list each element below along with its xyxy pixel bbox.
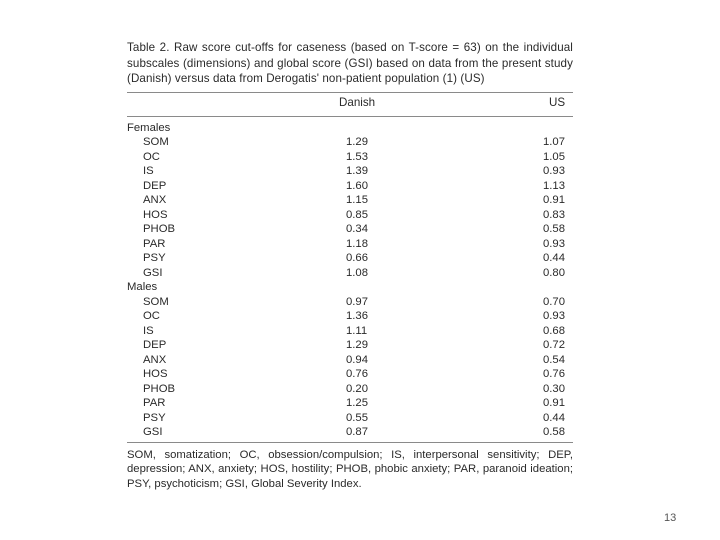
- table-row: [127, 396, 573, 411]
- table-caption: Table 2. Raw score cut-offs for caseness (based on T-score = 63) on the individual subscales (dimensions) and global score (GSI) based on data from the present study (Danish) versus data from Derogatis' non-patient population (1) (US): [127, 41, 573, 86]
- danish-value: 0.76: [346, 368, 368, 381]
- row-label: PHOB: [143, 382, 176, 395]
- danish-value: 1.18: [346, 237, 368, 250]
- header-rule: [127, 116, 573, 117]
- danish-value: 0.85: [346, 208, 368, 221]
- row-label: DEP: [143, 339, 167, 352]
- danish-value: 0.97: [346, 295, 368, 308]
- row-label: SOM: [143, 136, 169, 149]
- page-number: 13: [664, 512, 677, 524]
- us-value: 0.54: [543, 353, 565, 366]
- us-value: 0.83: [543, 208, 565, 221]
- table-row: [127, 251, 573, 266]
- danish-value: 0.55: [346, 411, 368, 424]
- us-value: 0.76: [543, 368, 565, 381]
- danish-value: 1.36: [346, 310, 368, 323]
- row-label: GSI: [143, 266, 163, 279]
- danish-value: 1.39: [346, 165, 368, 178]
- row-label: HOS: [143, 368, 168, 381]
- row-label: ANX: [143, 353, 167, 366]
- row-label: PAR: [143, 237, 166, 250]
- danish-value: 0.20: [346, 382, 368, 395]
- danish-value: 1.25: [346, 397, 368, 410]
- danish-value: 1.29: [346, 339, 368, 352]
- us-value: 0.58: [543, 223, 565, 236]
- table-row: [127, 208, 573, 223]
- danish-value: 1.29: [346, 136, 368, 149]
- row-label: SOM: [143, 295, 169, 308]
- us-value: 0.93: [543, 165, 565, 178]
- row-label: PSY: [143, 252, 166, 265]
- us-value: 0.30: [543, 382, 565, 395]
- danish-value: 1.60: [346, 179, 368, 192]
- row-label: GSI: [143, 426, 163, 439]
- us-value: 0.44: [543, 411, 565, 424]
- table-row: [127, 135, 573, 150]
- row-label: PAR: [143, 397, 166, 410]
- bottom-rule: [127, 442, 573, 443]
- row-label: OC: [143, 310, 160, 323]
- us-value: 0.68: [543, 324, 565, 337]
- us-value: 1.07: [543, 136, 565, 149]
- us-value: 0.80: [543, 266, 565, 279]
- table-row: [127, 295, 573, 310]
- danish-value: 1.53: [346, 150, 368, 163]
- column-header-us: US: [549, 95, 566, 109]
- danish-value: 1.15: [346, 194, 368, 207]
- us-value: 1.13: [543, 179, 565, 192]
- us-value: 1.05: [543, 150, 565, 163]
- column-header-row: [127, 93, 573, 115]
- table-footnote: SOM, somatization; OC, obsession/compulsion; IS, interpersonal sensitivity; DEP, depression; ANX, anxiety; HOS, hostility; PHOB, phobic anxiety; PAR, paranoid ideation; PSY, psychoticism; GSI, Global Severity Index.: [127, 448, 573, 490]
- table-row: [127, 425, 573, 440]
- table-row: [127, 353, 573, 368]
- table-row: [127, 266, 573, 281]
- column-header-danish: Danish: [339, 95, 376, 109]
- danish-value: 0.87: [346, 426, 368, 439]
- table-row: [127, 164, 573, 179]
- table-row: [127, 309, 573, 324]
- table-row: [127, 179, 573, 194]
- row-label: IS: [143, 324, 154, 337]
- us-value: 0.91: [543, 194, 565, 207]
- row-label: OC: [143, 150, 160, 163]
- us-value: 0.93: [543, 310, 565, 323]
- table-row: [127, 193, 573, 208]
- table-row: [127, 338, 573, 353]
- table-row: [127, 382, 573, 397]
- row-label: PHOB: [143, 223, 176, 236]
- danish-value: 0.34: [346, 223, 368, 236]
- us-value: 0.91: [543, 397, 565, 410]
- us-value: 0.44: [543, 252, 565, 265]
- row-label: DEP: [143, 179, 167, 192]
- row-label: IS: [143, 165, 154, 178]
- table-figure: [127, 40, 573, 502]
- row-label: ANX: [143, 194, 167, 207]
- row-label: PSY: [143, 411, 166, 424]
- table-row: [127, 222, 573, 237]
- table-row: [127, 324, 573, 339]
- us-value: 0.58: [543, 426, 565, 439]
- danish-value: 1.11: [346, 324, 368, 337]
- us-value: 0.72: [543, 339, 565, 352]
- table-body: [127, 121, 573, 440]
- danish-value: 1.08: [346, 266, 368, 279]
- table-row: [127, 237, 573, 252]
- table-row: [127, 150, 573, 165]
- table-row: [127, 367, 573, 382]
- group-label-males: Males: [127, 281, 158, 294]
- row-label: HOS: [143, 208, 168, 221]
- us-value: 0.70: [543, 295, 565, 308]
- us-value: 0.93: [543, 237, 565, 250]
- group-label-females: Females: [127, 121, 171, 134]
- danish-value: 0.94: [346, 353, 368, 366]
- danish-value: 0.66: [346, 252, 368, 265]
- table-row: [127, 411, 573, 426]
